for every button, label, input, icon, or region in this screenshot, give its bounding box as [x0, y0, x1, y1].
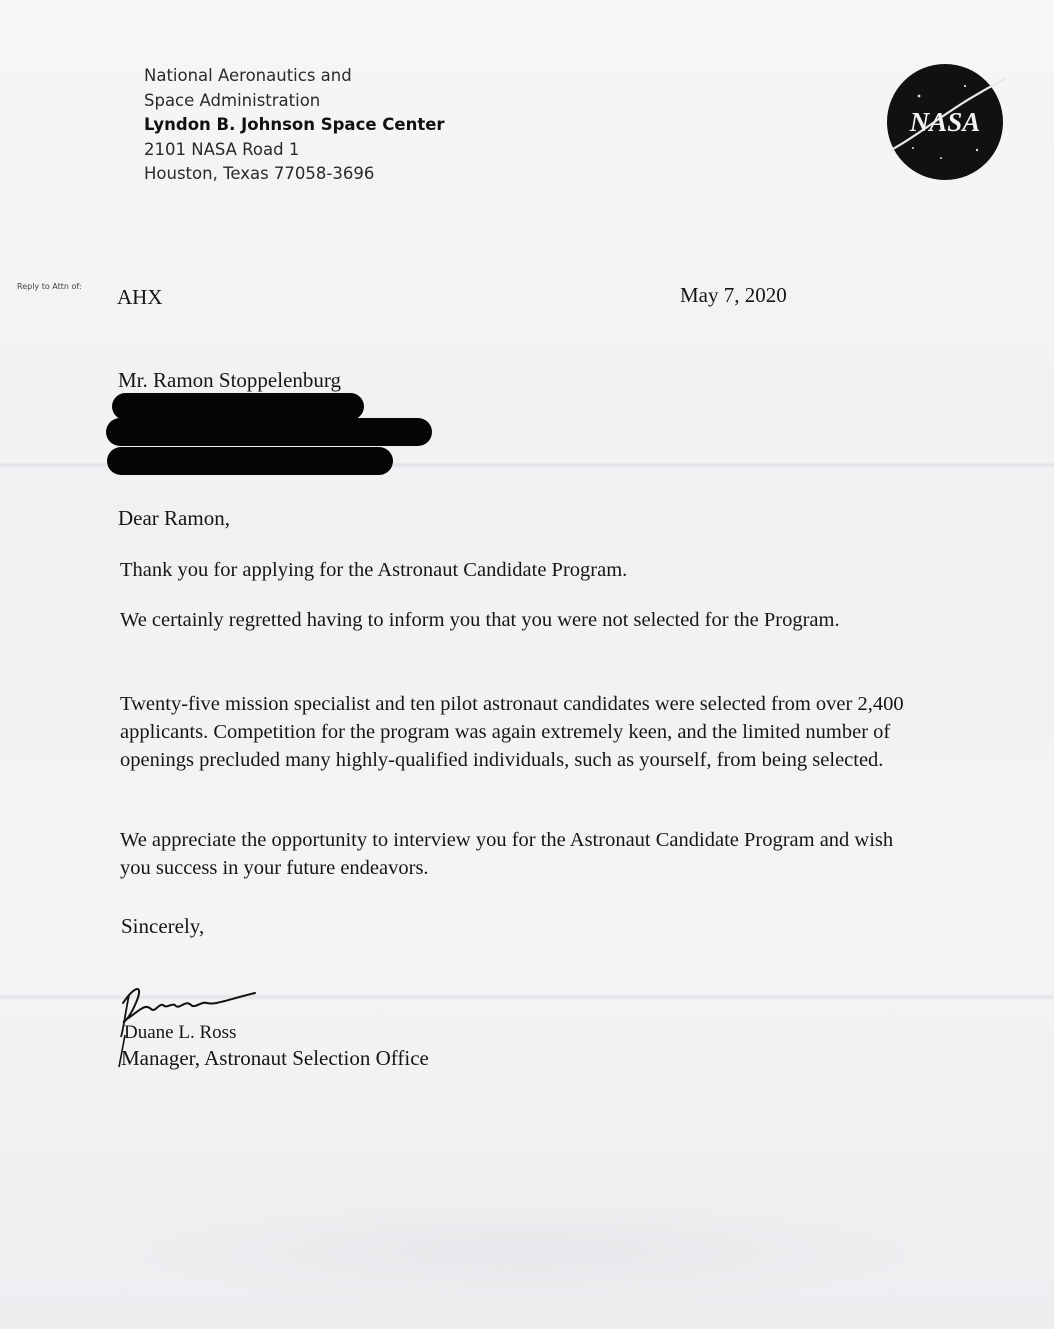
redaction-bar	[112, 393, 364, 420]
nasa-logo-icon	[885, 62, 1005, 182]
logo-text: NASA	[909, 107, 981, 137]
redaction-bar	[107, 447, 393, 475]
paragraph-4: We appreciate the opportunity to interview you for the Astronaut Candidate Program and wish you success in your future endeavors.	[120, 829, 894, 879]
letter-date: May 7, 2020	[680, 283, 787, 307]
agency-name-line-1: National Aeronautics and	[144, 66, 352, 85]
salutation: Dear Ramon,	[118, 506, 230, 530]
paragraph-3: Twenty-five mission specialist and ten pilot astronaut candidates were selected from over 2,400 applicants. Competition for the program was again extremely keen, and the limited number of openings precluded many highly-qualified individuals, such as yourself, from being selected.	[120, 693, 904, 771]
agency-name-line-2: Space Administration	[144, 90, 321, 110]
letterhead	[144, 64, 445, 187]
center-name: Lyndon B. Johnson Space Center	[144, 115, 445, 134]
paragraph-1: Thank you for applying for the Astronaut Candidate Program.	[120, 559, 628, 581]
paragraph-2: We certainly regretted having to inform you that you were not selected for the Program.	[120, 609, 840, 631]
signer-name: Duane L. Ross	[124, 1022, 237, 1043]
street-address: 2101 NASA Road 1	[144, 139, 300, 159]
reply-code: AHX	[117, 285, 163, 309]
signer-title: Manager, Astronaut Selection Office	[121, 1046, 429, 1070]
closing: Sincerely,	[121, 914, 205, 938]
city-address: Houston, Texas 77058-3696	[144, 164, 375, 183]
bleed-through-smudge	[110, 1195, 940, 1305]
recipient-name: Mr. Ramon Stoppelenburg	[118, 368, 342, 392]
reply-to-label: Reply to Attn of:	[17, 282, 82, 291]
redaction-bar	[106, 418, 432, 446]
